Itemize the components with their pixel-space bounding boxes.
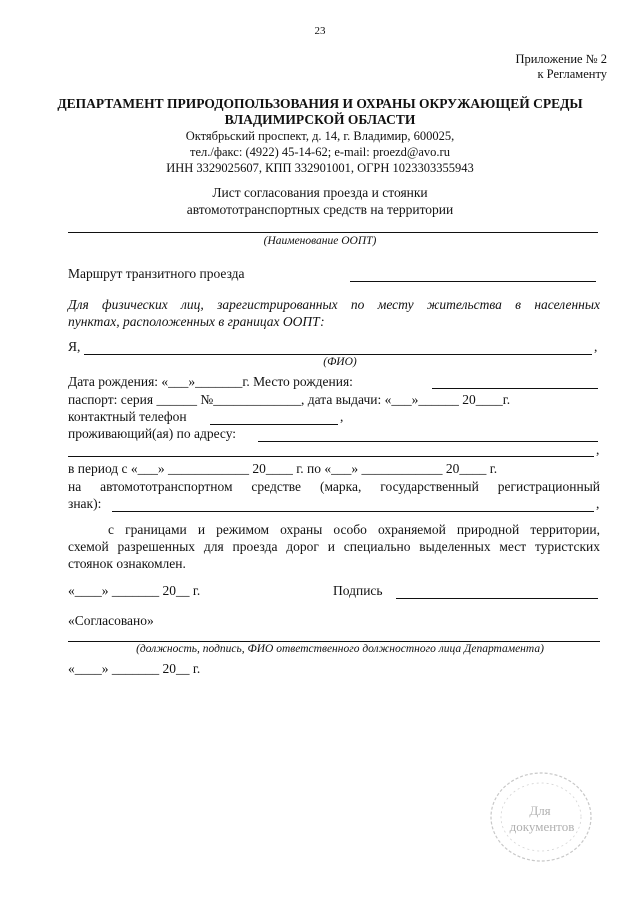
signature-field-line[interactable] <box>396 598 598 599</box>
route-label: Маршрут транзитного проезда <box>68 266 245 281</box>
physical-persons-note-line2: пунктах, расположенных в границах ООПТ: <box>68 314 325 329</box>
vehicle-comma: , <box>596 496 600 511</box>
document-title-line1: Лист согласования проезда и стоянки <box>212 185 428 200</box>
vehicle-label-line2: знак): <box>68 496 102 511</box>
department-address: Октябрьский проспект, д. 14, г. Владимир, 600025, <box>185 129 455 143</box>
fio-caption: (ФИО) <box>323 356 357 368</box>
official-field-line[interactable] <box>68 641 600 642</box>
route-field-line[interactable] <box>350 281 596 282</box>
fio-field-line[interactable] <box>84 354 592 355</box>
official-date-label: «____» _______ 20__ г. <box>68 661 201 676</box>
address-field-line2[interactable] <box>68 456 594 457</box>
stamp-text-line2: документов <box>509 819 575 834</box>
applicant-date-label: «____» _______ 20__ г. <box>68 583 201 598</box>
vehicle-label-line1: на автомототранспортном средстве (марка, государственный регистрационный <box>68 479 600 494</box>
address-comma: , <box>596 442 600 457</box>
phone-label: контактный телефон <box>68 409 187 424</box>
appendix-number: Приложение № 2 <box>515 52 607 66</box>
department-name-line1: ДЕПАРТАМЕНТ ПРИРОДОПОЛЬЗОВАНИЯ И ОХРАНЫ ОКРУЖАЮЩЕЙ СРЕДЫ <box>57 96 583 111</box>
address-label: проживающий(ая) по адресу: <box>68 426 237 441</box>
department-contacts: тел./факс: (4922) 45-14-62; e-mail: proezd@avo.ru <box>190 145 450 159</box>
vehicle-field-line[interactable] <box>112 511 594 512</box>
page-number: 23 <box>314 25 326 37</box>
physical-persons-note-line1: Для физических лиц, зарегистрированных по месту жительства в населенных <box>68 297 600 312</box>
stamp-text-line1: Для <box>529 803 551 818</box>
signature-label: Подпись <box>333 583 383 598</box>
stamp-seal-icon <box>486 765 596 865</box>
appendix-reference: к Регламенту <box>537 67 607 81</box>
birth-place-field-line[interactable] <box>432 388 598 389</box>
department-requisites: ИНН 3329025607, КПП 332901001, ОГРН 1023303355943 <box>166 161 474 175</box>
acquainted-text-line3: стоянок ознакомлен. <box>68 556 186 571</box>
oopt-caption: (Наименование ООПТ) <box>263 235 377 247</box>
address-field-line1[interactable] <box>258 441 598 442</box>
phone-comma: , <box>340 409 344 424</box>
acquainted-text-line2: схемой разрешенных для проезда дорог и специально выделенных мест туристских <box>68 539 600 554</box>
agreed-label: «Согласовано» <box>68 613 154 628</box>
department-name-line2: ВЛАДИМИРСКОЙ ОБЛАСТИ <box>224 112 416 127</box>
i-label: Я, <box>68 339 81 354</box>
passport-label: паспорт: серия ______ №_____________, дата выдачи: «___»______ 20____г. <box>68 392 511 407</box>
birth-date-label: Дата рождения: «___»_______г. Место рождения: <box>68 374 353 389</box>
document-title-line2: автомототранспортных средств на территории <box>186 202 454 217</box>
acquainted-text-line1: с границами и режимом охраны особо охраняемой природной территории, <box>108 522 600 537</box>
fio-comma: , <box>594 339 598 354</box>
oopt-name-line[interactable] <box>68 232 598 233</box>
official-caption: (должность, подпись, ФИО ответственного должностного лица Департамента) <box>136 643 544 655</box>
period-label: в период с «___» ____________ 20____ г. по «___» ____________ 20____ г. <box>68 461 498 476</box>
